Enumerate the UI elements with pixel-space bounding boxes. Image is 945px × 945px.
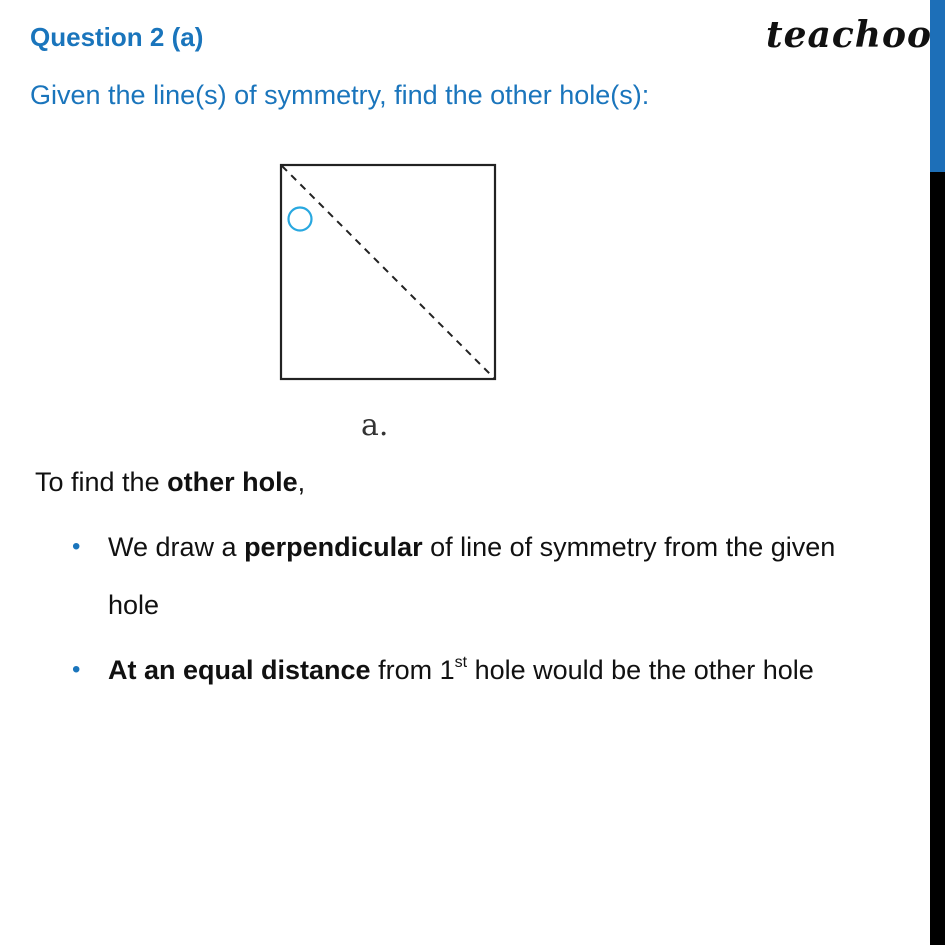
right-edge-accent	[930, 0, 945, 172]
question-title: Question 2 (a)	[30, 22, 204, 52]
question-text: Given the line(s) of symmetry, find the other hole(s):	[30, 80, 650, 110]
bullet-1-bold: perpendicular	[244, 532, 423, 562]
bullet-2-bold: At an equal distance	[108, 655, 371, 685]
bullet-1-line-2: hole	[108, 590, 160, 620]
bullet-1-suffix: of line of symmetry from the given	[422, 532, 836, 562]
given-hole	[289, 208, 312, 231]
bullet-2-text-a: from 1	[370, 655, 455, 685]
intro-suffix: ,	[297, 467, 306, 497]
line-of-symmetry	[282, 166, 494, 378]
figure-label: a.	[361, 408, 389, 443]
bullet-1-line-1	[108, 532, 835, 563]
bullet-2-text-b: hole would be the other hole	[467, 655, 814, 685]
intro-line	[35, 467, 305, 498]
bullet-1-prefix: We draw a	[108, 532, 245, 562]
intro-bold: other hole	[167, 467, 298, 497]
bullet-2-sup: st	[454, 654, 468, 671]
bullet-dot-2: •	[72, 656, 81, 683]
bullet-2-line	[108, 655, 814, 686]
symmetry-figure	[270, 155, 510, 390]
symmetry-figure-svg	[270, 155, 510, 390]
intro-prefix: To find the	[35, 467, 168, 497]
teachoo-logo: teachoo	[766, 14, 932, 56]
bullet-dot-1: •	[72, 533, 81, 560]
